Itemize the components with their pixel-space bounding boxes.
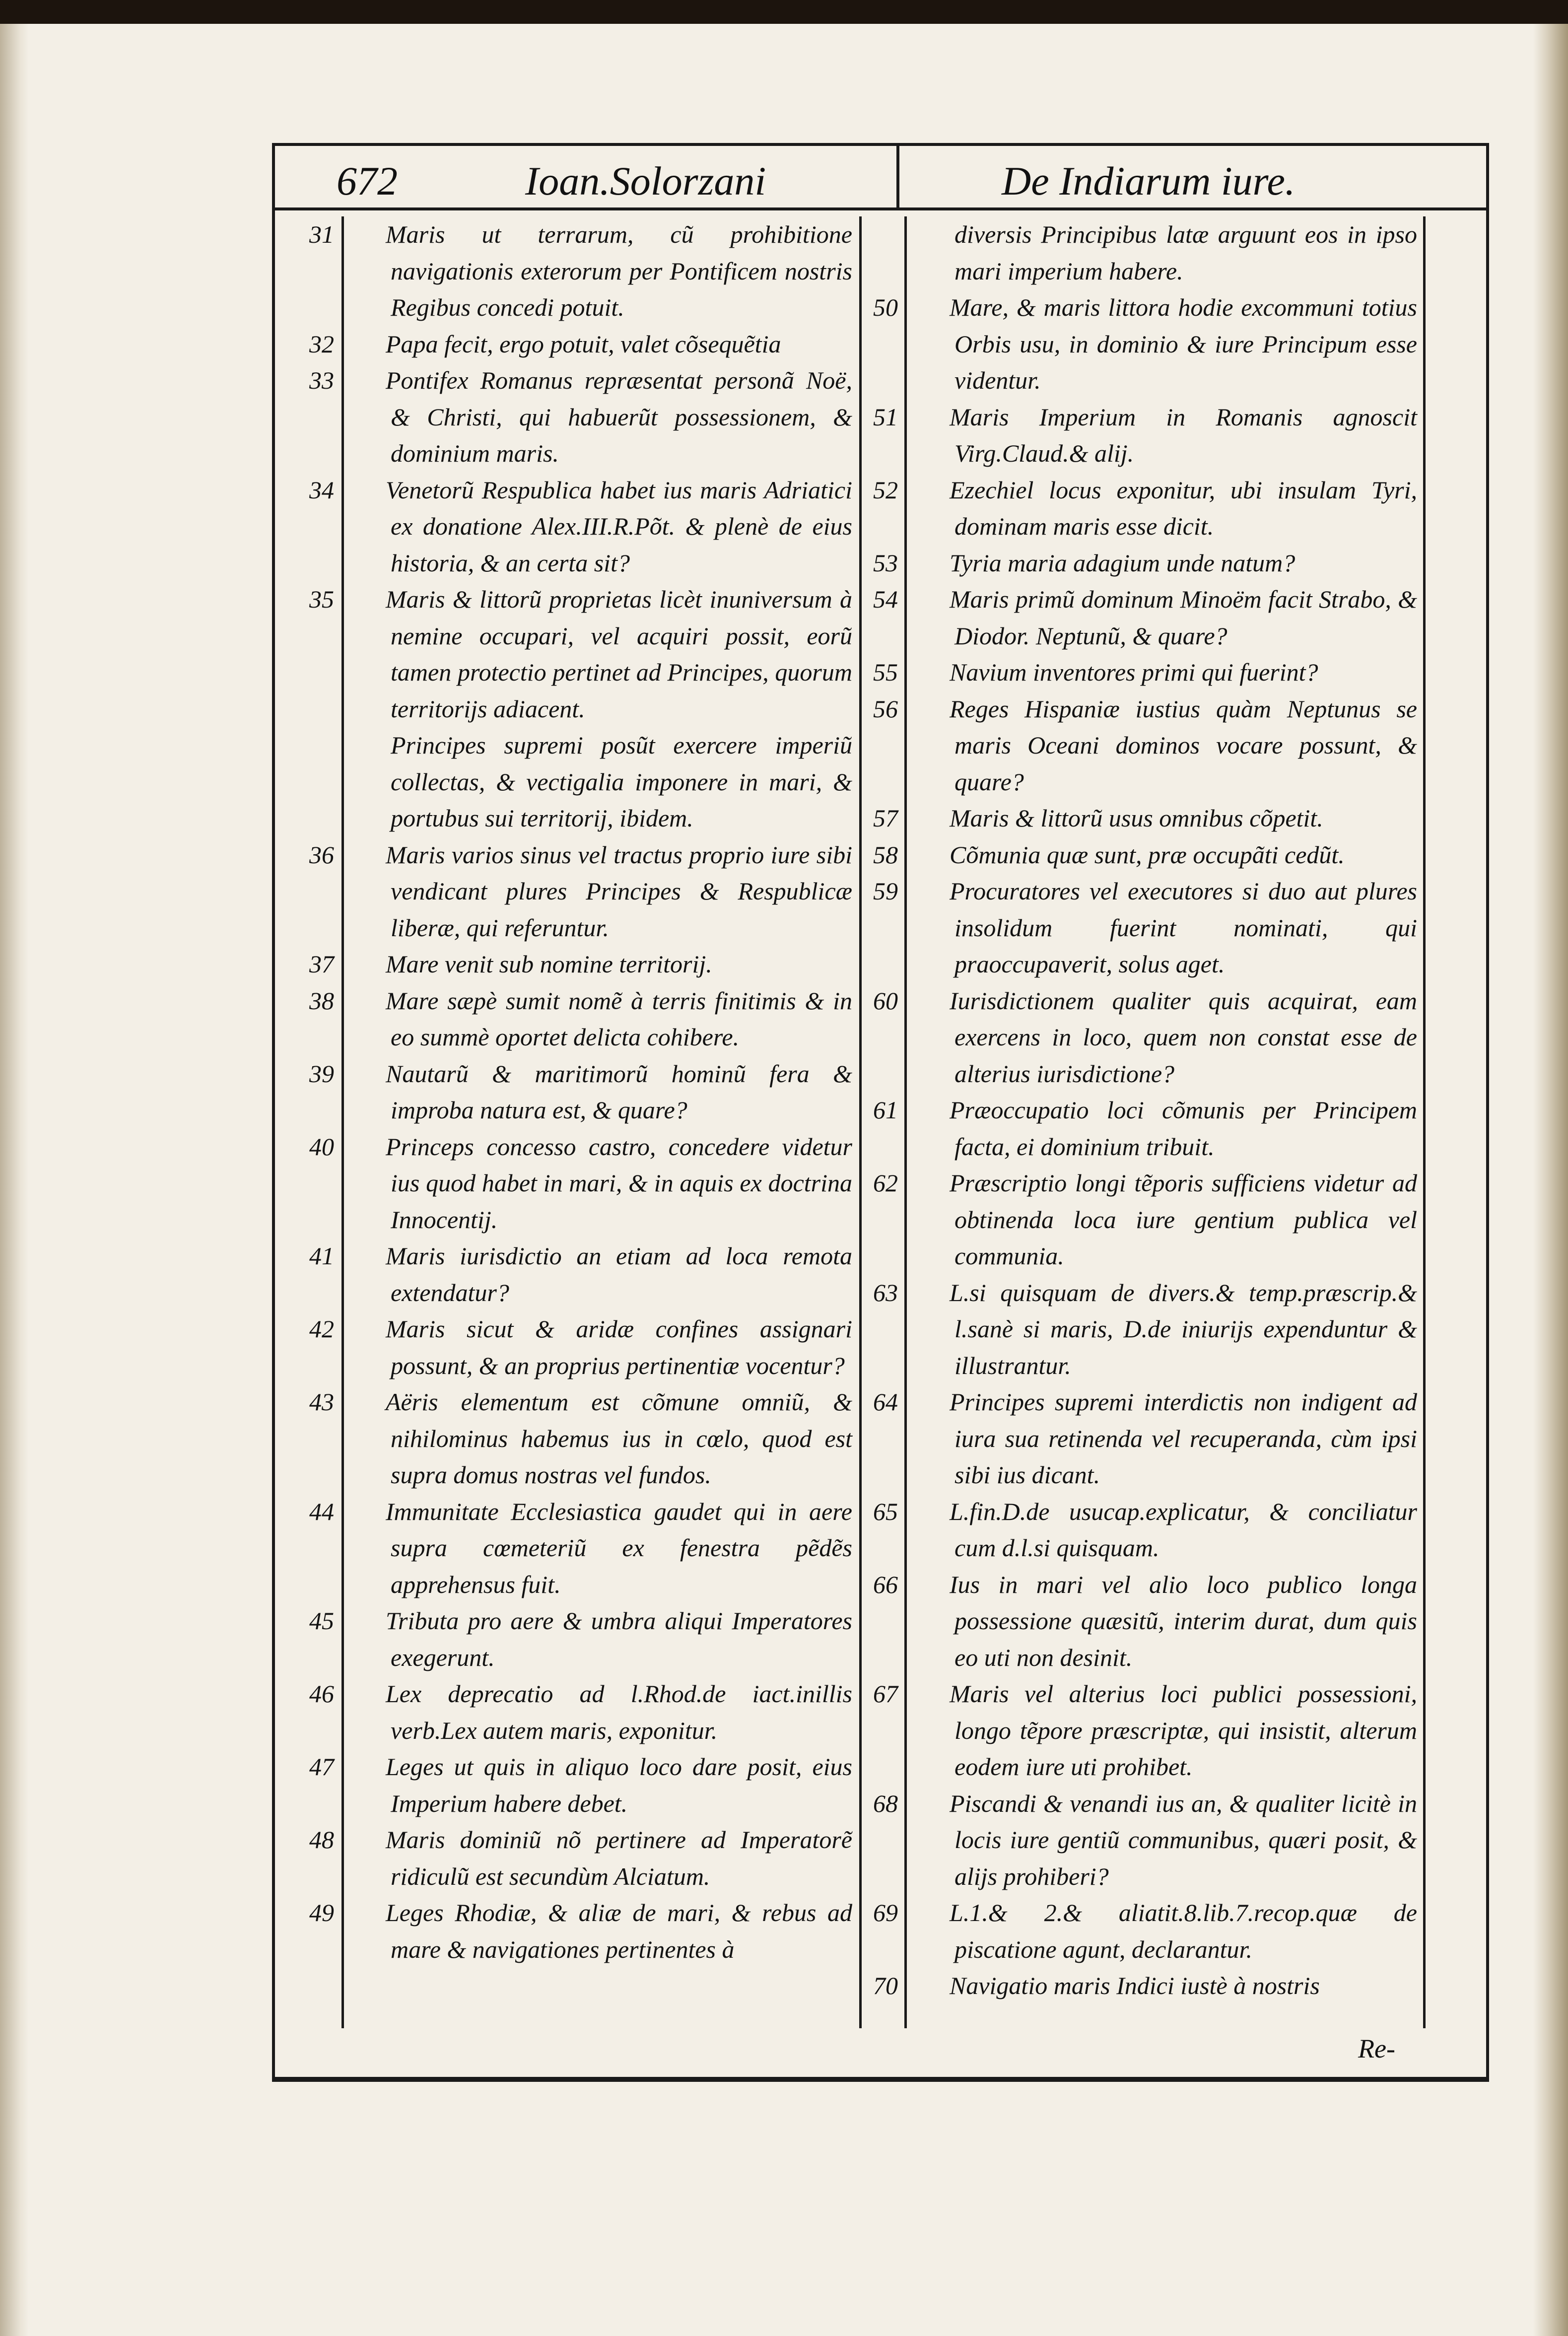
entry-text: Maris dominiũ nõ pertinere ad Imperatorẽ ridiculũ est secundùm Alciatum.: [386, 1826, 852, 1890]
entry-text: Iurisdictionem qualiter quis acquirat, eam exercens in loco, quem non constat esse de alterius iurisdictione?: [950, 986, 1417, 1088]
entry-number: 55: [873, 658, 898, 686]
entry-number: 66: [873, 1570, 898, 1598]
entry-number: 56: [873, 694, 898, 723]
entry-number: 35: [309, 585, 334, 613]
index-entry: [873, 654, 1417, 691]
page-edge-shadow: [1533, 24, 1568, 2336]
entry-number: 62: [873, 1169, 898, 1197]
left-column: [309, 216, 862, 2028]
entry-number: 44: [309, 1497, 334, 1525]
index-entry: [309, 1822, 852, 1895]
entry-text: Ius in mari vel alio loco publico longa possessione quæsitũ, interim durat, dum quis eo uti non desinit.: [950, 1570, 1417, 1671]
index-entry: [873, 1895, 1417, 1968]
index-entry: [309, 216, 852, 326]
entry-number: 33: [309, 366, 334, 394]
entry-text: Mare, & maris littora hodie excommuni totius Orbis usu, in dominio & iure Principum esse videntur.: [950, 293, 1417, 394]
entry-number: 48: [309, 1826, 334, 1854]
entry-text: Ezechiel locus exponitur, ubi insulam Tyri, dominam maris esse dicit.: [950, 476, 1417, 540]
entry-text: Præoccupatio loci cõmunis per Principem facta, ei dominium tribuit.: [950, 1096, 1417, 1161]
index-entry: [873, 1165, 1417, 1275]
entry-number: 45: [309, 1607, 334, 1635]
entry-number: 40: [309, 1132, 334, 1161]
entry-number: 61: [873, 1096, 898, 1124]
entry-number: 43: [309, 1388, 334, 1416]
entry-number: 60: [873, 986, 898, 1015]
entry-text: L.fin.D.de usucap.explicatur, & conciliatur cum d.l.si quisquam.: [950, 1497, 1417, 1562]
entry-number: 54: [873, 585, 898, 613]
work-title: De Indiarum iure.: [1002, 158, 1295, 204]
entry-text: Maris vel alterius loci publici possessioni, longo tẽpore præscriptæ, qui insistit, alterum eodem iure uti prohibet.: [950, 1680, 1417, 1781]
entry-number: 65: [873, 1497, 898, 1525]
index-entry: [309, 1056, 852, 1129]
index-entry: [873, 691, 1417, 801]
entry-text: Pontifex Romanus repræsentat personã Noë, & Christi, qui habuerũt possessionem, & dominium maris.: [386, 366, 852, 467]
entry-number: 59: [873, 877, 898, 905]
entry-text: Principes supremi interdictis non indigent ad iura sua retinenda vel recuperanda, cùm ipsi sibi ius dicant.: [950, 1388, 1417, 1489]
entry-number: 69: [873, 1899, 898, 1926]
entry-number: 64: [873, 1388, 898, 1416]
entry-number: 41: [309, 1242, 334, 1270]
entry-text: Piscandi & venandi ius an, & qualiter licitè in locis iure gentiũ communibus, quæri posit, & alijs prohiberi?: [950, 1789, 1417, 1890]
index-entry: [873, 289, 1417, 399]
entry-text: Lex deprecatio ad l.Rhod.de iact.inillis verb.Lex autem maris, exponitur.: [386, 1680, 852, 1744]
index-entry: [309, 837, 852, 947]
entry-text: Princeps concesso castro, concedere videtur ius quod habet in mari, & in aquis ex doctrina Innocentij.: [386, 1132, 852, 1234]
entry-number: 49: [309, 1899, 334, 1926]
running-header: [272, 158, 1489, 207]
entry-number: 39: [309, 1059, 334, 1088]
entry-text: Nautarũ & maritimorũ hominũ fera & improba natura est, & quare?: [386, 1059, 852, 1124]
entry-text: Procuratores vel executores si duo aut plures insolidum fuerint nominati, qui praoccupaverit, solus aget.: [950, 877, 1417, 978]
index-entry: [873, 1092, 1417, 1165]
entry-number: 68: [873, 1789, 898, 1817]
index-entry: [873, 837, 1417, 874]
index-entry: [873, 1275, 1417, 1384]
index-entry: [309, 1384, 852, 1494]
entry-text: Maris varios sinus vel tractus proprio iure sibi vendicant plures Principes & Respublicæ liberæ, qui referuntur.: [386, 840, 852, 942]
index-entry: [914, 216, 1417, 289]
index-entry: [309, 1311, 852, 1384]
entry-text: Mare venit sub nomine territorij.: [386, 950, 712, 978]
entry-text: L.si quisquam de divers.& temp.præscrip.& l.sanè si maris, D.de iniurijs expenduntur & illustrantur.: [950, 1278, 1417, 1379]
index-entry: [873, 800, 1417, 837]
entry-number: 70: [873, 1972, 898, 1999]
page-number: 672: [337, 158, 398, 204]
entry-text: Cõmunia quæ sunt, præ occupãti cedũt.: [950, 840, 1345, 869]
entry-text: Tributa pro aere & umbra aliqui Imperatores exegerunt.: [386, 1607, 852, 1671]
index-entry: [873, 545, 1417, 582]
entry-number: 63: [873, 1278, 898, 1306]
entry-text: Leges Rhodiæ, & aliæ de mari, & rebus ad mare & navigationes pertinentes à: [386, 1899, 852, 1963]
entry-number: 42: [309, 1315, 334, 1343]
entry-text: Mare sæpè sumit nomẽ à terris finitimis & in eo summè oportet delicta cohibere.: [386, 986, 852, 1051]
entry-number: 31: [309, 220, 334, 248]
entry-text: Venetorũ Respublica habet ius maris Adriatici ex donatione Alex.III.R.Põt. & plenè de eius historia, & an certa sit?: [386, 476, 852, 577]
index-entry: [873, 873, 1417, 983]
index-entry: [350, 727, 852, 837]
entry-number: 58: [873, 840, 898, 869]
entry-number: 47: [309, 1753, 334, 1781]
entry-text: Immunitate Ecclesiastica gaudet qui in aere supra cœmeteriũ ex fenestra pẽdẽs apprehensus fuit.: [386, 1497, 852, 1598]
entry-text: L.1.& 2.& aliatit.8.lib.7.recop.quæ de piscatione agunt, declarantur.: [950, 1899, 1417, 1963]
footer-rule: [272, 2077, 1489, 2080]
entry-number: 34: [309, 476, 334, 504]
entry-text: Maris Imperium in Romanis agnoscit Virg.Claud.& alij.: [950, 403, 1417, 467]
entry-text: Tyria maria adagium unde natum?: [950, 549, 1295, 577]
index-entry: [873, 1494, 1417, 1567]
entry-text: Maris ut terrarum, cũ prohibitione navigationis exterorum per Pontificem nostris Regibus concedi potuit.: [386, 220, 852, 321]
header-rule: [272, 207, 1489, 210]
index-entry: [309, 1129, 852, 1238]
index-entry: [309, 1238, 852, 1311]
index-entry: [873, 472, 1417, 545]
entry-text: Navigatio maris Indici iustè à nostris: [950, 1972, 1320, 1999]
entry-text: Maris sicut & aridæ confines assignari possunt, & an proprius pertinentiæ vocentur?: [386, 1315, 852, 1379]
entry-text: Leges ut quis in aliquo loco dare posit, eius Imperium habere debet.: [386, 1753, 852, 1817]
entry-number: 57: [873, 804, 898, 832]
index-entry: [309, 581, 852, 727]
index-entry: [873, 983, 1417, 1093]
entry-number: 53: [873, 549, 898, 577]
index-entry: [309, 983, 852, 1056]
index-entry: [309, 1749, 852, 1822]
entry-text: Maris iurisdictio an etiam ad loca remota extendatur?: [386, 1242, 852, 1306]
entry-text: Aëris elementum est cõmune omniũ, & nihilominus habemus ius in cœlo, quod est supra domus nostras vel fundos.: [386, 1388, 852, 1489]
entry-text: diversis Principibus latæ arguunt eos in ipso mari imperium habere.: [954, 220, 1417, 285]
index-entry: [873, 1567, 1417, 1676]
entry-number: 67: [873, 1680, 898, 1708]
index-entry: [873, 581, 1417, 654]
page-gutter-shadow: [0, 24, 29, 2336]
entry-number: 36: [309, 840, 334, 869]
index-entry: [309, 946, 852, 983]
entry-text: Præscriptio longi tẽporis sufficiens videtur ad obtinenda loca iure gentium publica vel communia.: [950, 1169, 1417, 1270]
index-entry: [873, 1384, 1417, 1494]
entry-text: Maris & littorũ usus omnibus cõpetit.: [950, 804, 1323, 832]
entry-text: Reges Hispaniæ iustius quàm Neptunus se maris Oceani dominos vocare possunt, & quare?: [950, 694, 1417, 796]
entry-text: Maris primũ dominum Minoëm facit Strabo, & Diodor. Neptunũ, & quare?: [950, 585, 1417, 650]
entry-number: 38: [309, 986, 334, 1015]
entry-number: 50: [873, 293, 898, 321]
index-entry: [309, 1676, 852, 1749]
index-entry: [309, 472, 852, 582]
entry-text: Navium inventores primi qui fuerint?: [950, 658, 1318, 686]
header-divider: [896, 146, 899, 207]
index-entry: [309, 1494, 852, 1603]
index-entry: [309, 1895, 852, 1968]
entry-number: 51: [873, 403, 898, 431]
index-entry: [309, 362, 852, 472]
author-name: Ioan.Solorzani: [525, 158, 766, 204]
entry-number: 32: [309, 330, 334, 358]
catchword: Re-: [1358, 2034, 1395, 2063]
entry-number: 52: [873, 476, 898, 504]
index-entry: [873, 399, 1417, 472]
entry-text: Maris & littorũ proprietas licèt inuniversum à nemine occupari, vel acquiri possit, eorũ tamen protectio pertinet ad Principes, quorum territorijs adiacent.: [386, 585, 852, 723]
right-column: [873, 216, 1426, 2028]
index-entry: [309, 326, 852, 363]
entry-number: 46: [309, 1680, 334, 1708]
index-entry: [873, 1676, 1417, 1786]
index-entry: [873, 1786, 1417, 1895]
entry-text: Principes supremi posũt exercere imperiũ collectas, & vectigalia imponere in mari, & portubus sui territorij, ibidem.: [391, 731, 852, 832]
entry-number: 37: [309, 950, 334, 978]
index-entry: [873, 1968, 1417, 2004]
entry-text: Papa fecit, ergo potuit, valet cõsequẽtia: [386, 330, 781, 358]
index-entry: [309, 1603, 852, 1676]
